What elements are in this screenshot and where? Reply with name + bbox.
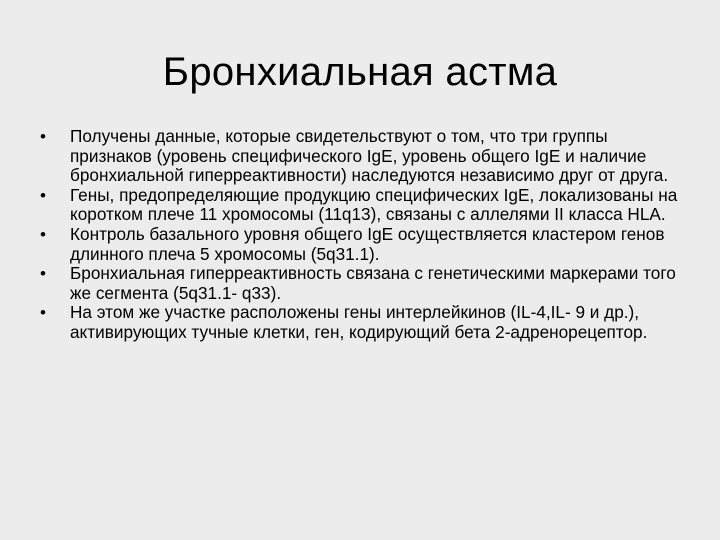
slide-title: Бронхиальная астма bbox=[162, 50, 558, 94]
bullet-dot-icon: • bbox=[40, 303, 46, 323]
bullet-dot-icon: • bbox=[40, 127, 46, 146]
bullet-item bbox=[38, 225, 690, 264]
bullet-dot-icon: • bbox=[40, 264, 46, 284]
bullet-text: Получены данные, которые свидетельствуют о том, что три группы признаков (уровень специфического IgE, уровень общего IgE и наличие бронхиальной гиперреактивности) наследуются независимо друг от друга. bbox=[70, 126, 669, 186]
bullet-text: Гены, предопределяющие продукцию специфических IgE, локализованы на коротком плече 11 хромосомы (11q13), связаны с аллелями II класса HLA. bbox=[70, 184, 678, 225]
bullet-item bbox=[38, 264, 690, 303]
bullet-list bbox=[38, 127, 690, 343]
bullet-item bbox=[38, 186, 690, 225]
bullet-text: Контроль базального уровня общего IgE осуществляется кластером генов длинного плеча 5 хромосомы (5q31.1). bbox=[70, 223, 665, 264]
bullet-item bbox=[38, 127, 690, 186]
bullet-dot-icon: • bbox=[40, 185, 46, 205]
bullet-text: Бронхиальная гиперреактивность связана с генетическими маркерами того же сегмента (5q31.1- q33). bbox=[70, 263, 676, 303]
bullet-item bbox=[38, 303, 690, 342]
bullet-text: На этом же участке расположены гены интерлейкинов (IL-4,IL- 9 и др.), активирующих тучные клетки, ген, кодирующий бета 2-адренорецептор. bbox=[70, 302, 648, 342]
bullet-dot-icon: • bbox=[40, 224, 46, 244]
